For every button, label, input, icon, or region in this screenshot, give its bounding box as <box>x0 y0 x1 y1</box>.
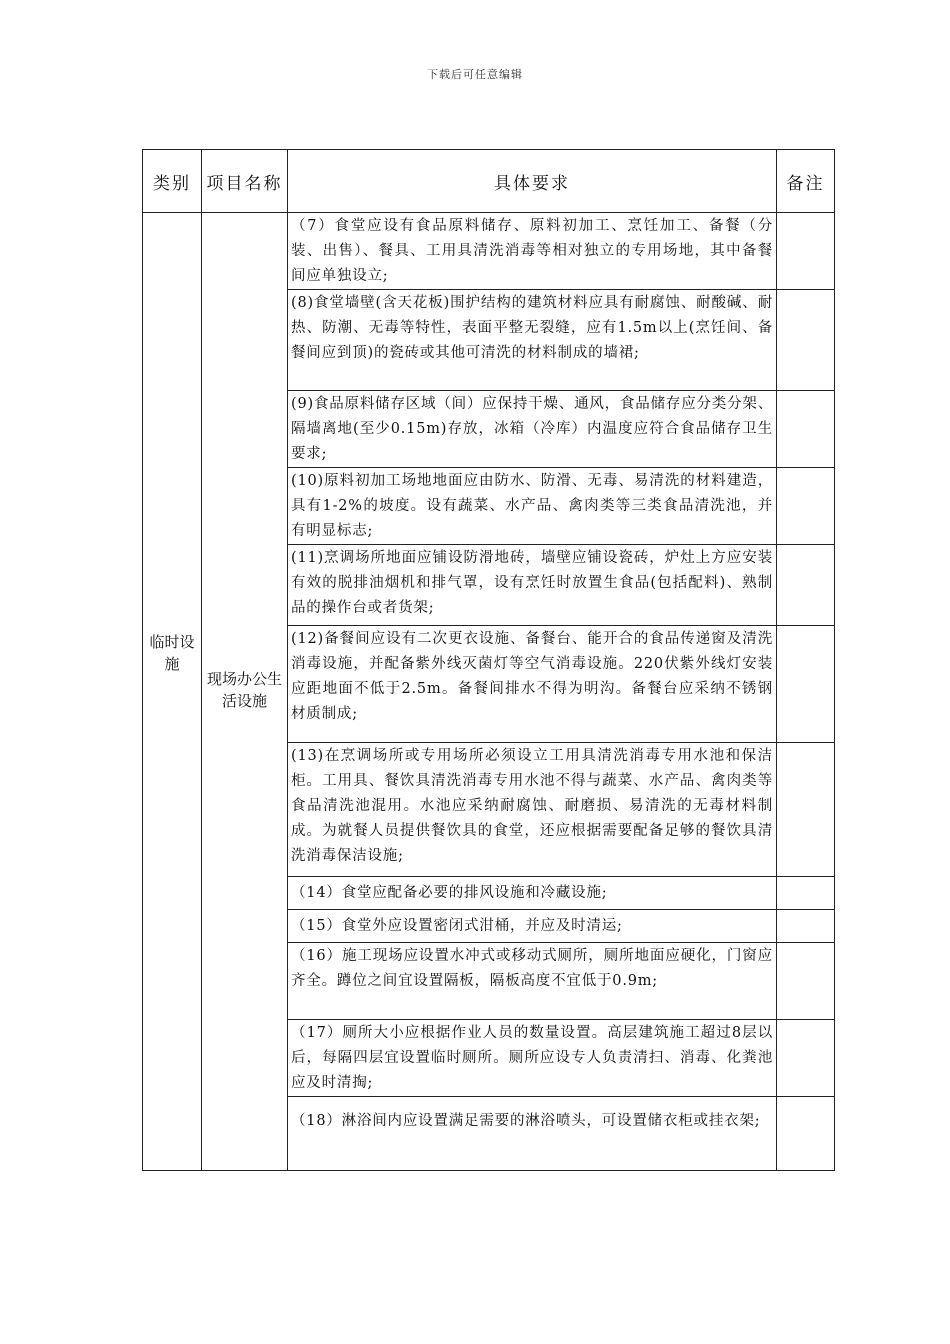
table-row <box>143 213 835 290</box>
requirement-text: （15）食堂外应设置密闭式泔桶，并应及时清运; <box>291 918 623 934</box>
project-name-cell: 现场办公生活设施 <box>202 213 288 1171</box>
requirement-cell <box>288 290 777 391</box>
requirement-text: （17）厕所大小应根据作业人员的数量设置。高层建筑施工超过8层以后，每隔四层宜设置临时厕所。厕所应设专人负责清扫、消毒、化粪池应及时清掏; <box>291 1025 773 1091</box>
column-header-project: 项目名称 <box>202 150 288 213</box>
column-header-notes: 备注 <box>777 150 835 213</box>
requirements-table <box>142 149 835 1171</box>
note-cell <box>777 468 835 545</box>
requirement-cell <box>288 468 777 545</box>
column-header-requirements: 具体要求 <box>288 150 777 213</box>
requirement-cell <box>288 877 777 910</box>
requirement-cell <box>288 213 777 290</box>
note-cell <box>777 626 835 743</box>
category-cell: 临时设施 <box>143 213 202 1171</box>
requirement-text: （18）淋浴间内应设置满足需要的淋浴喷头，可设置储衣柜或挂衣架; <box>291 1113 761 1129</box>
note-cell <box>777 877 835 910</box>
requirement-text: （14）食堂应配备必要的排风设施和冷藏设施; <box>291 885 608 901</box>
requirement-text: (10)原料初加工场地地面应由防水、防滑、无毒、易清洗的材料建造，具有1-2%的坡度。设有蔬菜、水产品、禽肉类等三类食品清洗池，并有明显标志; <box>291 473 773 539</box>
requirement-text: (11)烹调场所地面应铺设防滑地砖，墙壁应铺设瓷砖，炉灶上方应安装有效的脱排油烟机和排气罩，设有烹饪时放置生食品(包括配料)、熟制品的操作台或者货架; <box>291 550 773 616</box>
requirement-cell <box>288 391 777 468</box>
requirement-cell <box>288 743 777 877</box>
note-cell <box>777 213 835 290</box>
requirement-text: (12)备餐间应设有二次更衣设施、备餐台、能开合的食品传递窗及清洗消毒设施，并配备紫外线灭菌灯等空气消毒设施。220伏紫外线灯安装应距地面不低于2.5m。备餐间排水不得为明沟。备餐台应采纳不锈钢材质制成; <box>291 631 773 722</box>
requirement-cell <box>288 1097 777 1171</box>
table-header-row <box>143 150 835 213</box>
requirement-text: (9)食品原料储存区域（间）应保持干燥、通风，食品储存应分类分架、隔墙离地(至少0.15m)存放，冰箱（冷库）内温度应符合食品储存卫生要求; <box>291 396 773 462</box>
note-cell <box>777 943 835 1020</box>
requirement-cell <box>288 626 777 743</box>
note-cell <box>777 290 835 391</box>
column-header-category: 类别 <box>143 150 202 213</box>
requirement-text: （7）食堂应设有食品原料储存、原料初加工、烹饪加工、备餐（分装、出售）、餐具、工用具清洗消毒等相对独立的专用场地，其中备餐间应单独设立; <box>291 218 773 284</box>
note-cell <box>777 910 835 943</box>
note-cell <box>777 1020 835 1097</box>
requirement-cell <box>288 1020 777 1097</box>
note-cell <box>777 1097 835 1171</box>
requirement-text: (13)在烹调场所或专用场所必须设立工用具清洗消毒专用水池和保洁柜。工用具、餐饮具清洗消毒专用水池不得与蔬菜、水产品、禽肉类等食品清洗池混用。水池应采纳耐腐蚀、耐磨损、易清洗的无毒材料制成。为就餐人员提供餐饮具的食堂，还应根据需要配备足够的餐饮具清洗消毒保洁设施; <box>291 748 773 864</box>
requirement-cell <box>288 545 777 626</box>
note-cell <box>777 391 835 468</box>
page-header-note: 下载后可任意编辑 <box>427 68 523 81</box>
requirement-cell <box>288 943 777 1020</box>
note-cell <box>777 743 835 877</box>
requirement-cell <box>288 910 777 943</box>
requirement-text: （16）施工现场应设置水冲式或移动式厕所，厕所地面应硬化，门窗应齐全。蹲位之间宜设置隔板，隔板高度不宜低于0.9m; <box>291 948 773 989</box>
note-cell <box>777 545 835 626</box>
requirement-text: (8)食堂墙壁(含天花板)围护结构的建筑材料应具有耐腐蚀、耐酸碱、耐热、防潮、无毒等特性，表面平整无裂缝，应有1.5m以上(烹饪间、备餐间应到顶)的瓷砖或其他可清洗的材料制成的墙裙; <box>291 295 773 361</box>
